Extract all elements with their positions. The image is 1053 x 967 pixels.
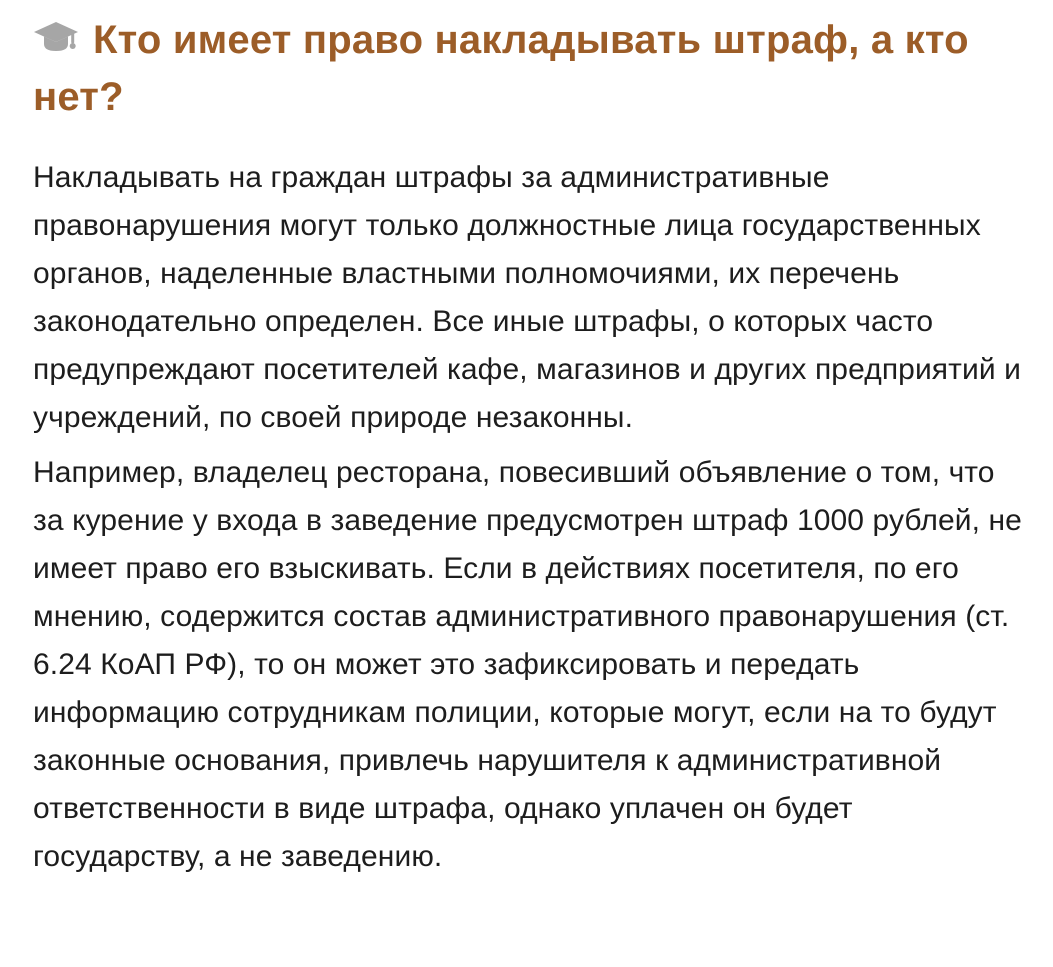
article-body — [33, 154, 1027, 881]
paragraph-2: Например, владелец ресторана, повесивший объявление о том, что за курение у входа в заведение предусмотрен штраф 1000 рублей, не имеет право его взыскивать. Если в действиях посетителя, по его мнению, содержится состав административного правонарушения (ст. 6.24 КоАП РФ), то он может это зафиксировать и передать информацию сотрудникам полиции, которые могут, если на то будут законные основания, привлечь нарушителя к административной ответственности в виде штрафа, однако уплачен он будет государству, а не заведению. — [33, 456, 1022, 873]
graduation-cap-icon — [33, 20, 79, 56]
page-title-text: Кто имеет право накладывать штраф, а кто нет? — [33, 18, 969, 119]
paragraph-1: Накладывать на граждан штрафы за административные правонарушения могут только должностные лица государственных органов, наделенные властными полномочиями, их перечень законодательно определен. Все иные штрафы, о которых часто предупреждают посетителей кафе, магазинов и других предприятий и учреждений, по своей природе незаконны. — [33, 161, 1022, 434]
page-title — [33, 12, 1027, 126]
